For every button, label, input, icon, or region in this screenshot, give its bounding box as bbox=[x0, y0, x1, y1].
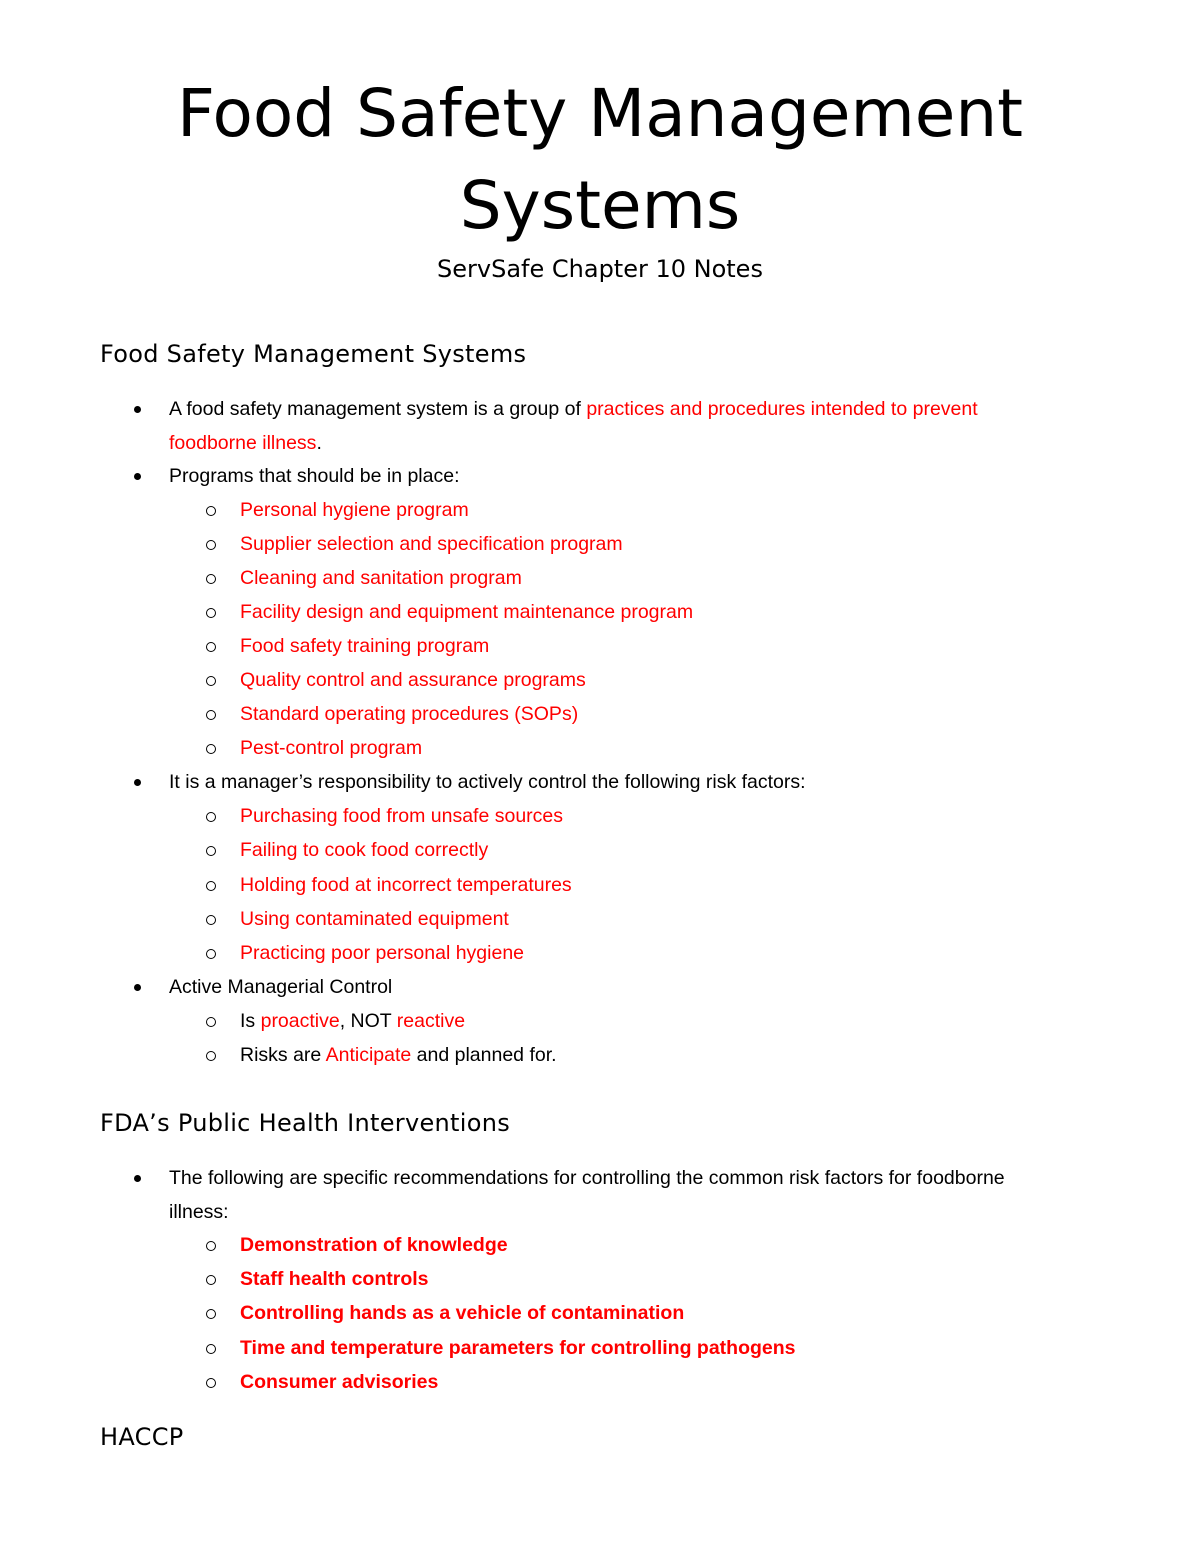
document-title bbox=[0, 68, 1200, 252]
sub-bullet-circle bbox=[203, 799, 219, 833]
sub-list-item: Standard operating procedures (SOPs) bbox=[240, 703, 579, 725]
sub-list-item: Purchasing food from unsafe sources bbox=[240, 805, 564, 827]
sub-list-item: Risks are Anticipate and planned for. bbox=[240, 1044, 557, 1066]
bullet-dot bbox=[130, 392, 144, 426]
sub-bullet-circle bbox=[203, 936, 219, 970]
section-heading-fsms: Food Safety Management Systems bbox=[100, 340, 527, 368]
sub-list-item: Personal hygiene program bbox=[240, 499, 469, 521]
sub-bullet-circle bbox=[203, 868, 219, 902]
sub-list-item: Practicing poor personal hygiene bbox=[240, 942, 525, 964]
section-heading-fda: FDA’s Public Health Interventions bbox=[100, 1109, 511, 1137]
sub-list-item: Time and temperature parameters for controlling pathogens bbox=[240, 1337, 796, 1359]
sub-bullet-circle bbox=[203, 1262, 219, 1296]
sub-list-item: Is proactive, NOT reactive bbox=[240, 1010, 466, 1032]
bullet-dot bbox=[130, 765, 144, 799]
sub-list-item: Supplier selection and specification program bbox=[240, 533, 623, 555]
sub-list-item: Holding food at incorrect temperatures bbox=[240, 874, 572, 896]
list-item: It is a manager’s responsibility to actively control the following risk factors: bbox=[169, 771, 806, 793]
sub-list-item: Facility design and equipment maintenance program bbox=[240, 601, 694, 623]
bullet-dot bbox=[130, 1161, 144, 1195]
sub-bullet-circle bbox=[203, 561, 219, 595]
sub-list-item: Controlling hands as a vehicle of contamination bbox=[240, 1302, 685, 1324]
sub-bullet-circle bbox=[203, 1228, 219, 1262]
sub-bullet-circle bbox=[203, 731, 219, 765]
sub-bullet-circle bbox=[203, 833, 219, 867]
sub-bullet-circle bbox=[203, 1296, 219, 1330]
list-item: A food safety management system is a group of practices and procedures intended to prevent bbox=[169, 398, 978, 420]
sub-list-item: Using contaminated equipment bbox=[240, 908, 509, 930]
sub-list-item: Food safety training program bbox=[240, 635, 490, 657]
sub-list-item: Quality control and assurance programs bbox=[240, 669, 586, 691]
sub-list-item: Staff health controls bbox=[240, 1268, 429, 1290]
sub-bullet-circle bbox=[203, 1331, 219, 1365]
sub-bullet-circle bbox=[203, 697, 219, 731]
sub-bullet-circle bbox=[203, 663, 219, 697]
sub-list-item: Demonstration of knowledge bbox=[240, 1234, 508, 1256]
document-subtitle: ServSafe Chapter 10 Notes bbox=[437, 255, 763, 283]
sub-bullet-circle bbox=[203, 493, 219, 527]
title-line-2: Systems bbox=[459, 167, 741, 244]
sub-bullet-circle bbox=[203, 902, 219, 936]
sub-bullet-circle bbox=[203, 1004, 219, 1038]
sub-list-item: Consumer advisories bbox=[240, 1371, 439, 1393]
sub-list-item: Cleaning and sanitation program bbox=[240, 567, 522, 589]
sub-list-item: Pest-control program bbox=[240, 737, 423, 759]
sub-bullet-circle bbox=[203, 527, 219, 561]
sub-bullet-circle bbox=[203, 629, 219, 663]
sub-bullet-circle bbox=[203, 1038, 219, 1072]
bullet-dot bbox=[130, 459, 144, 493]
sub-bullet-circle bbox=[203, 1365, 219, 1399]
bullet-dot bbox=[130, 970, 144, 1004]
list-item-continuation: foodborne illness. bbox=[169, 432, 322, 454]
title-line-1: Food Safety Management bbox=[176, 75, 1024, 152]
list-item-continuation: illness: bbox=[169, 1201, 229, 1223]
list-item: Programs that should be in place: bbox=[169, 465, 460, 487]
sub-list-item: Failing to cook food correctly bbox=[240, 839, 489, 861]
sub-bullet-circle bbox=[203, 595, 219, 629]
list-item: The following are specific recommendations for controlling the common risk factors for foodborne bbox=[169, 1167, 1005, 1189]
list-item: Active Managerial Control bbox=[169, 976, 393, 998]
section-heading-haccp: HACCP bbox=[100, 1423, 184, 1451]
